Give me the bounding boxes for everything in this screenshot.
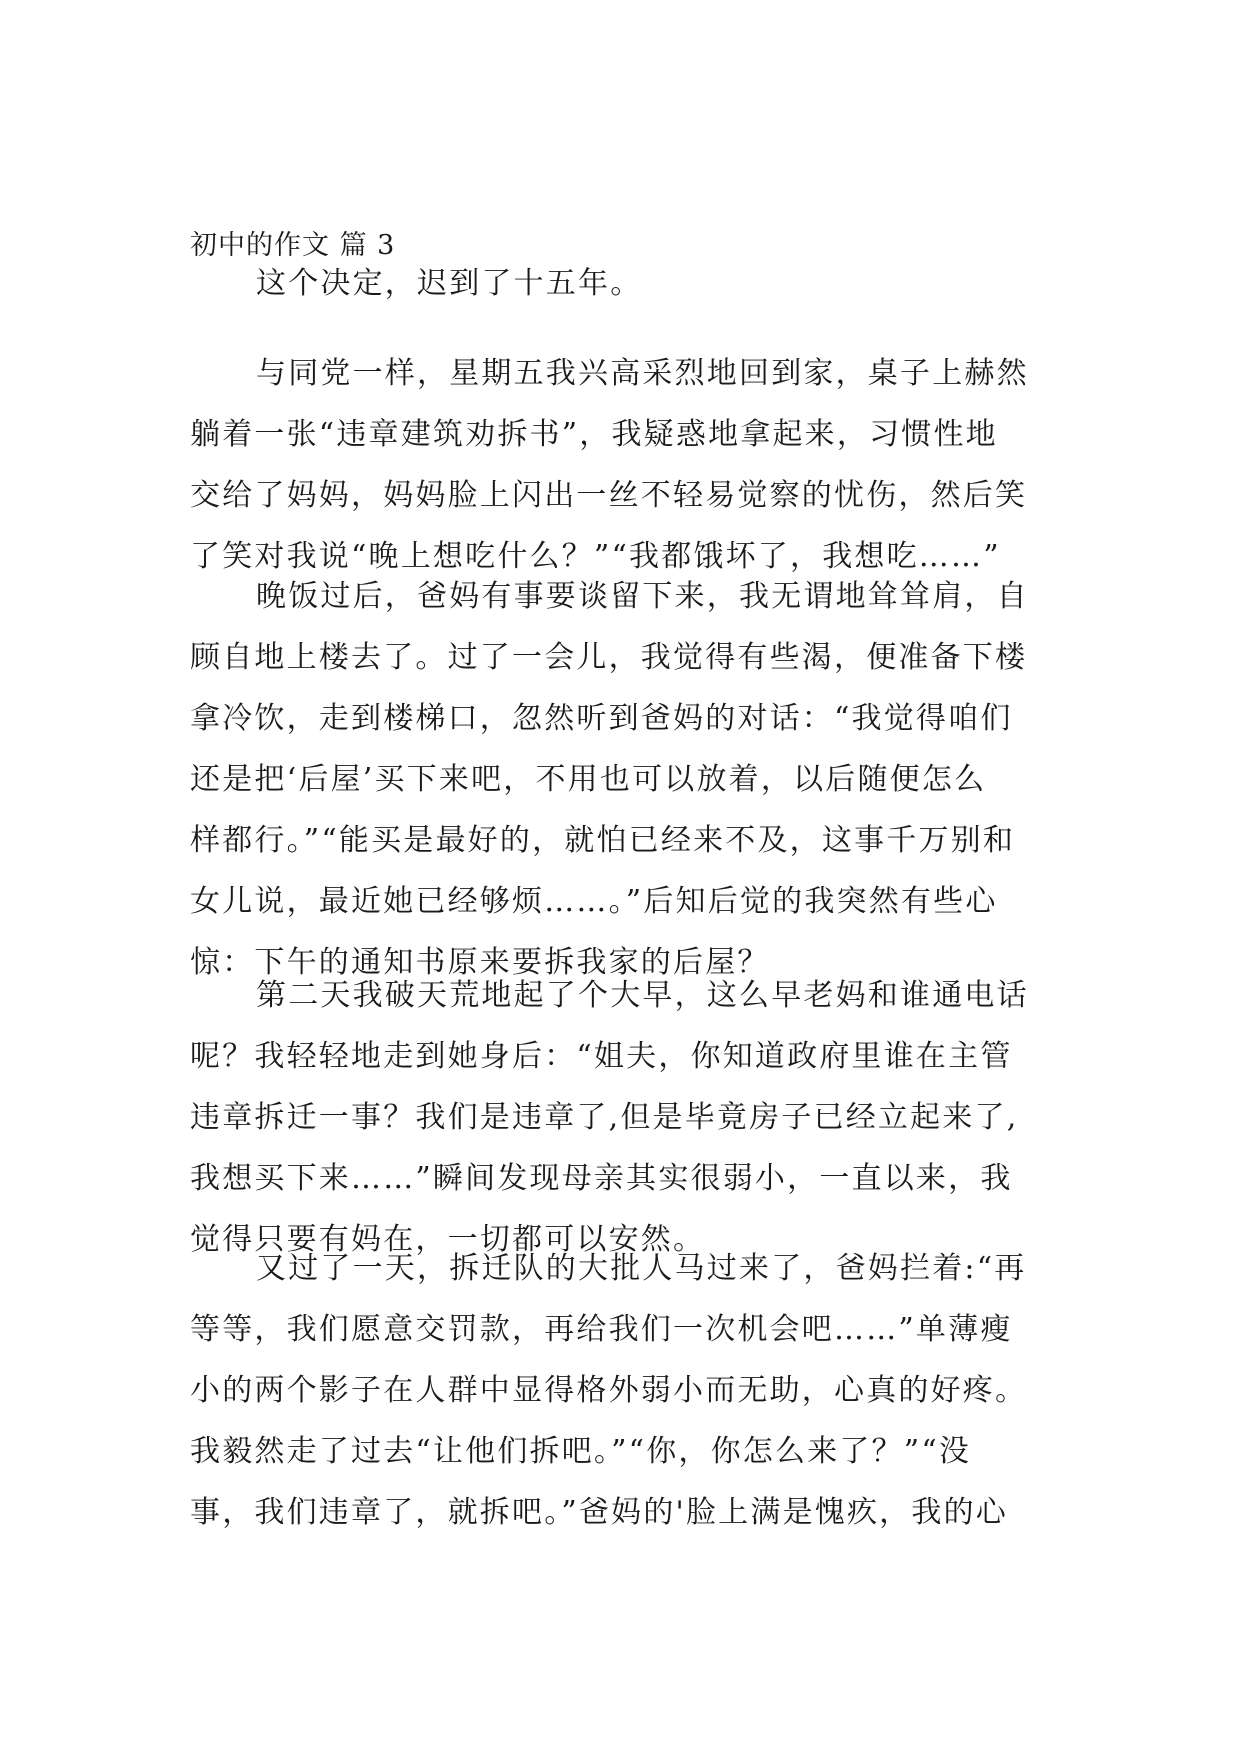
text-line: 我毅然走了过去“让他们拆吧。”“你，你怎么来了？”“没 — [190, 1434, 972, 1469]
text-line: 顾自地上楼去了。过了一会儿，我觉得有些渴，便准备下楼 — [190, 640, 1028, 675]
text-line: 女儿说，最近她已经够烦……。”后知后觉的我突然有些心 — [190, 884, 998, 919]
text-line: 交给了妈妈，妈妈脸上闪出一丝不轻易觉察的忧伤，然后笑 — [190, 478, 1028, 513]
text-line: 我想买下来……”瞬间发现母亲其实很弱小，一直以来，我 — [190, 1161, 1013, 1196]
text-line: 这个决定，迟到了十五年。 — [256, 266, 643, 301]
text-line: 惊：下午的通知书原来要拆我家的后屋？ — [190, 945, 770, 980]
paragraph-5 — [190, 1238, 1070, 1543]
paragraph-2 — [190, 343, 1070, 587]
text-line: 第二天我破天荒地起了个大早，这么早老妈和谁通电话 — [256, 978, 1029, 1013]
text-line: 呢？我轻轻地走到她身后：“姐夫，你知道政府里谁在主管 — [190, 1039, 1013, 1074]
text-line: 等等，我们愿意交罚款，再给我们一次机会吧……”单薄瘦 — [190, 1312, 1013, 1347]
paragraph-1 — [190, 253, 1070, 314]
text-line: 事，我们违章了，就拆吧。”爸妈的'脸上满是愧疚，我的心 — [190, 1495, 1008, 1530]
text-line: 又过了一天，拆迁队的大批人马过来了，爸妈拦着:“再 — [256, 1251, 1027, 1286]
essay-title: 初中的作文 篇 3 — [190, 230, 396, 261]
text-line: 违章拆迁一事？我们是违章了,但是毕竟房子已经立起来了, — [190, 1100, 1019, 1135]
text-line: 了笑对我说“晚上想吃什么？”“我都饿坏了，我想吃……” — [190, 539, 1001, 574]
text-line: 样都行。”“能买是最好的，就怕已经来不及，这事千万别和 — [190, 823, 1016, 858]
text-line: 拿冷饮，走到楼梯口，忽然听到爸妈的对话：“我觉得咱们 — [190, 701, 1013, 736]
text-line: 还是把‘后屋’买下来吧，不用也可以放着，以后随便怎么 — [190, 762, 987, 797]
text-line: 觉得只要有妈在，一切都可以安然。 — [190, 1222, 706, 1257]
paragraph-4 — [190, 965, 1070, 1270]
text-line: 小的两个影子在人群中显得格外弱小而无助，心真的好疼。 — [190, 1373, 1028, 1408]
text-line: 躺着一张“违章建筑劝拆书”，我疑惑地拿起来，习惯性地 — [190, 417, 998, 452]
text-line: 晚饭过后，爸妈有事要谈留下来，我无谓地耸耸肩，自 — [256, 579, 1029, 614]
text-line: 与同党一样，星期五我兴高采烈地回到家，桌子上赫然 — [256, 356, 1029, 391]
paragraph-3 — [190, 566, 1070, 993]
